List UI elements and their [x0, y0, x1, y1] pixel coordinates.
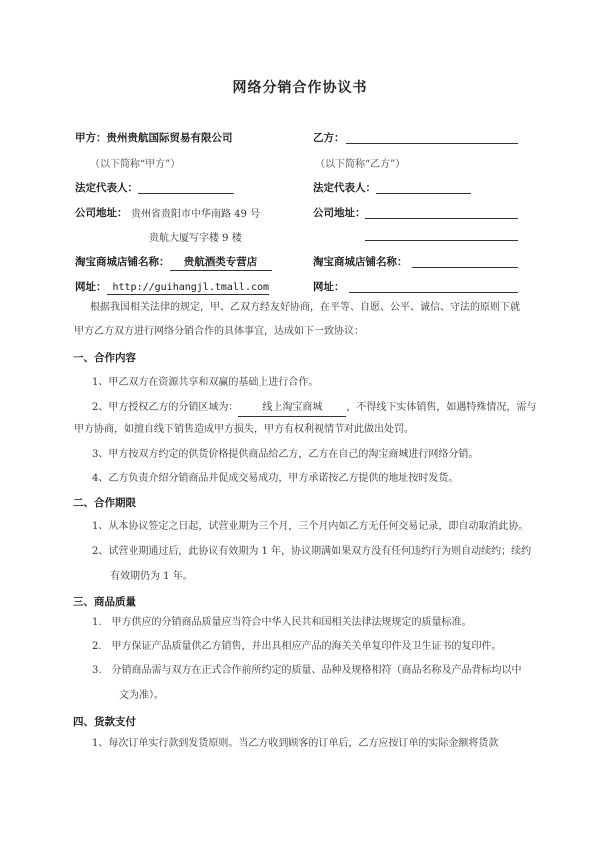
party-b-alias: （以下简称“乙方”）	[315, 159, 406, 170]
party-a-url-row	[75, 279, 269, 295]
party-a-label: 甲方：	[75, 132, 107, 144]
section-2-item-1: 1、从本协议签定之日起，试营业期为三个月，三个月内如乙方无任何交易记录，即自动取消此协。	[92, 521, 529, 532]
intro-line-2: 甲方乙方双方进行网络分销合作的具体事宜，达成如下一致协议：	[74, 326, 364, 337]
party-b-rep-blank	[376, 193, 471, 194]
section-4-heading: 四、货款支付	[73, 716, 136, 728]
party-a-rep-label: 法定代表人：	[75, 182, 138, 194]
party-a-rep-blank	[138, 193, 234, 194]
party-b-addr-blank-2	[365, 240, 518, 241]
section-2-item-2-line-1: 2、试营业期通过后，此协议有效期为 1 年，协议期满如果双方没有任何违约行为则自动续约；续约	[92, 546, 532, 557]
party-a-addr-line2: 贵航大厦写字楼 9 楼	[149, 233, 242, 244]
section-4-item-1: 1、每次订单实行款到发货原则。当乙方收到顾客的订单后，乙方应按订单的实际金额将货款	[92, 738, 499, 749]
party-b-url-label: 网址：	[313, 281, 345, 293]
section-2-heading: 二、合作期限	[73, 497, 136, 509]
party-b-rep-label: 法定代表人：	[313, 182, 376, 194]
document-title: 网络分销合作协议书	[232, 80, 368, 96]
intro-line-1: 根据我国相关法律的规定，甲、乙双方经友好协商，在平等、自愿、公平、诚信、守法的原则下就	[90, 302, 520, 313]
section-2-item-2-line-2: 有效期仍为 1 年。	[110, 571, 193, 582]
section-3-item-3-line-1: 3. 分销商品需与双方在正式合作前所约定的质量、品种及规格相符（商品名称及产品背标均以中	[92, 665, 522, 676]
party-b-label: 乙方：	[313, 132, 345, 144]
section-3-item-3-line-2: 文为准）。	[119, 690, 164, 701]
party-a-addr-label: 公司地址：	[75, 207, 128, 219]
party-b-addr-label: 公司地址：	[313, 207, 366, 219]
section-1-heading: 一、合作内容	[73, 352, 136, 364]
section-3-item-2: 2. 甲方保证产品质量供乙方销售，并出具相应产品的海关关单复印件及卫生证书的复印件。	[92, 641, 502, 652]
party-b-name-blank	[346, 143, 518, 144]
party-a-shop-name: 贵航酒类专营店	[170, 254, 272, 271]
party-b-addr-blank-1	[365, 218, 518, 219]
section-1-item-3: 3、甲方按双方约定的供货价格提供商品给乙方，乙方在自己的淘宝商城进行网络分销。	[92, 449, 479, 460]
party-a-url: http://guihangjl.tmall.com	[107, 282, 269, 295]
section-3-item-1: 1. 甲方供应的分销商品质量应当符合中华人民共和国相关法律法规规定的质量标准。	[92, 617, 472, 628]
section-1-item-2-line-1: 2、甲方授权乙方的分销区域为： 线上淘宝商城 ，不得线下实体销售，如遇特殊情况，需与	[92, 401, 536, 417]
section-1-item-2-line-2: 甲方协商，如擅自线下销售造成甲方损失，甲方有权利视情节对此做出处罚。	[74, 424, 414, 435]
section-1-item-4: 4、乙方负责介绍分销商品并促成交易成功，甲方承诺按乙方提供的地址按时发货。	[92, 473, 459, 484]
party-a-addr-line1: 贵州省贵阳市中华南路 49 号	[131, 209, 261, 220]
party-b-shop-label: 淘宝商城店铺名称：	[313, 256, 408, 268]
party-a-shop-label: 淘宝商城店铺名称：	[75, 256, 170, 268]
party-a-row	[75, 130, 233, 145]
party-a-shop-row	[75, 254, 272, 271]
party-b-shop-blank	[412, 267, 518, 268]
party-a-alias: （以下简称“甲方”）	[90, 159, 181, 170]
party-a-name: 贵州贵航国际贸易有限公司	[106, 132, 233, 144]
party-b-url-blank	[349, 292, 518, 293]
section-1-item-1: 1、甲乙双方在资源共享和双赢的基础上进行合作。	[92, 377, 319, 388]
distribution-area: 线上淘宝商城	[238, 401, 346, 417]
section-3-heading: 三、商品质量	[73, 596, 136, 608]
party-a-url-label: 网址：	[75, 281, 107, 293]
